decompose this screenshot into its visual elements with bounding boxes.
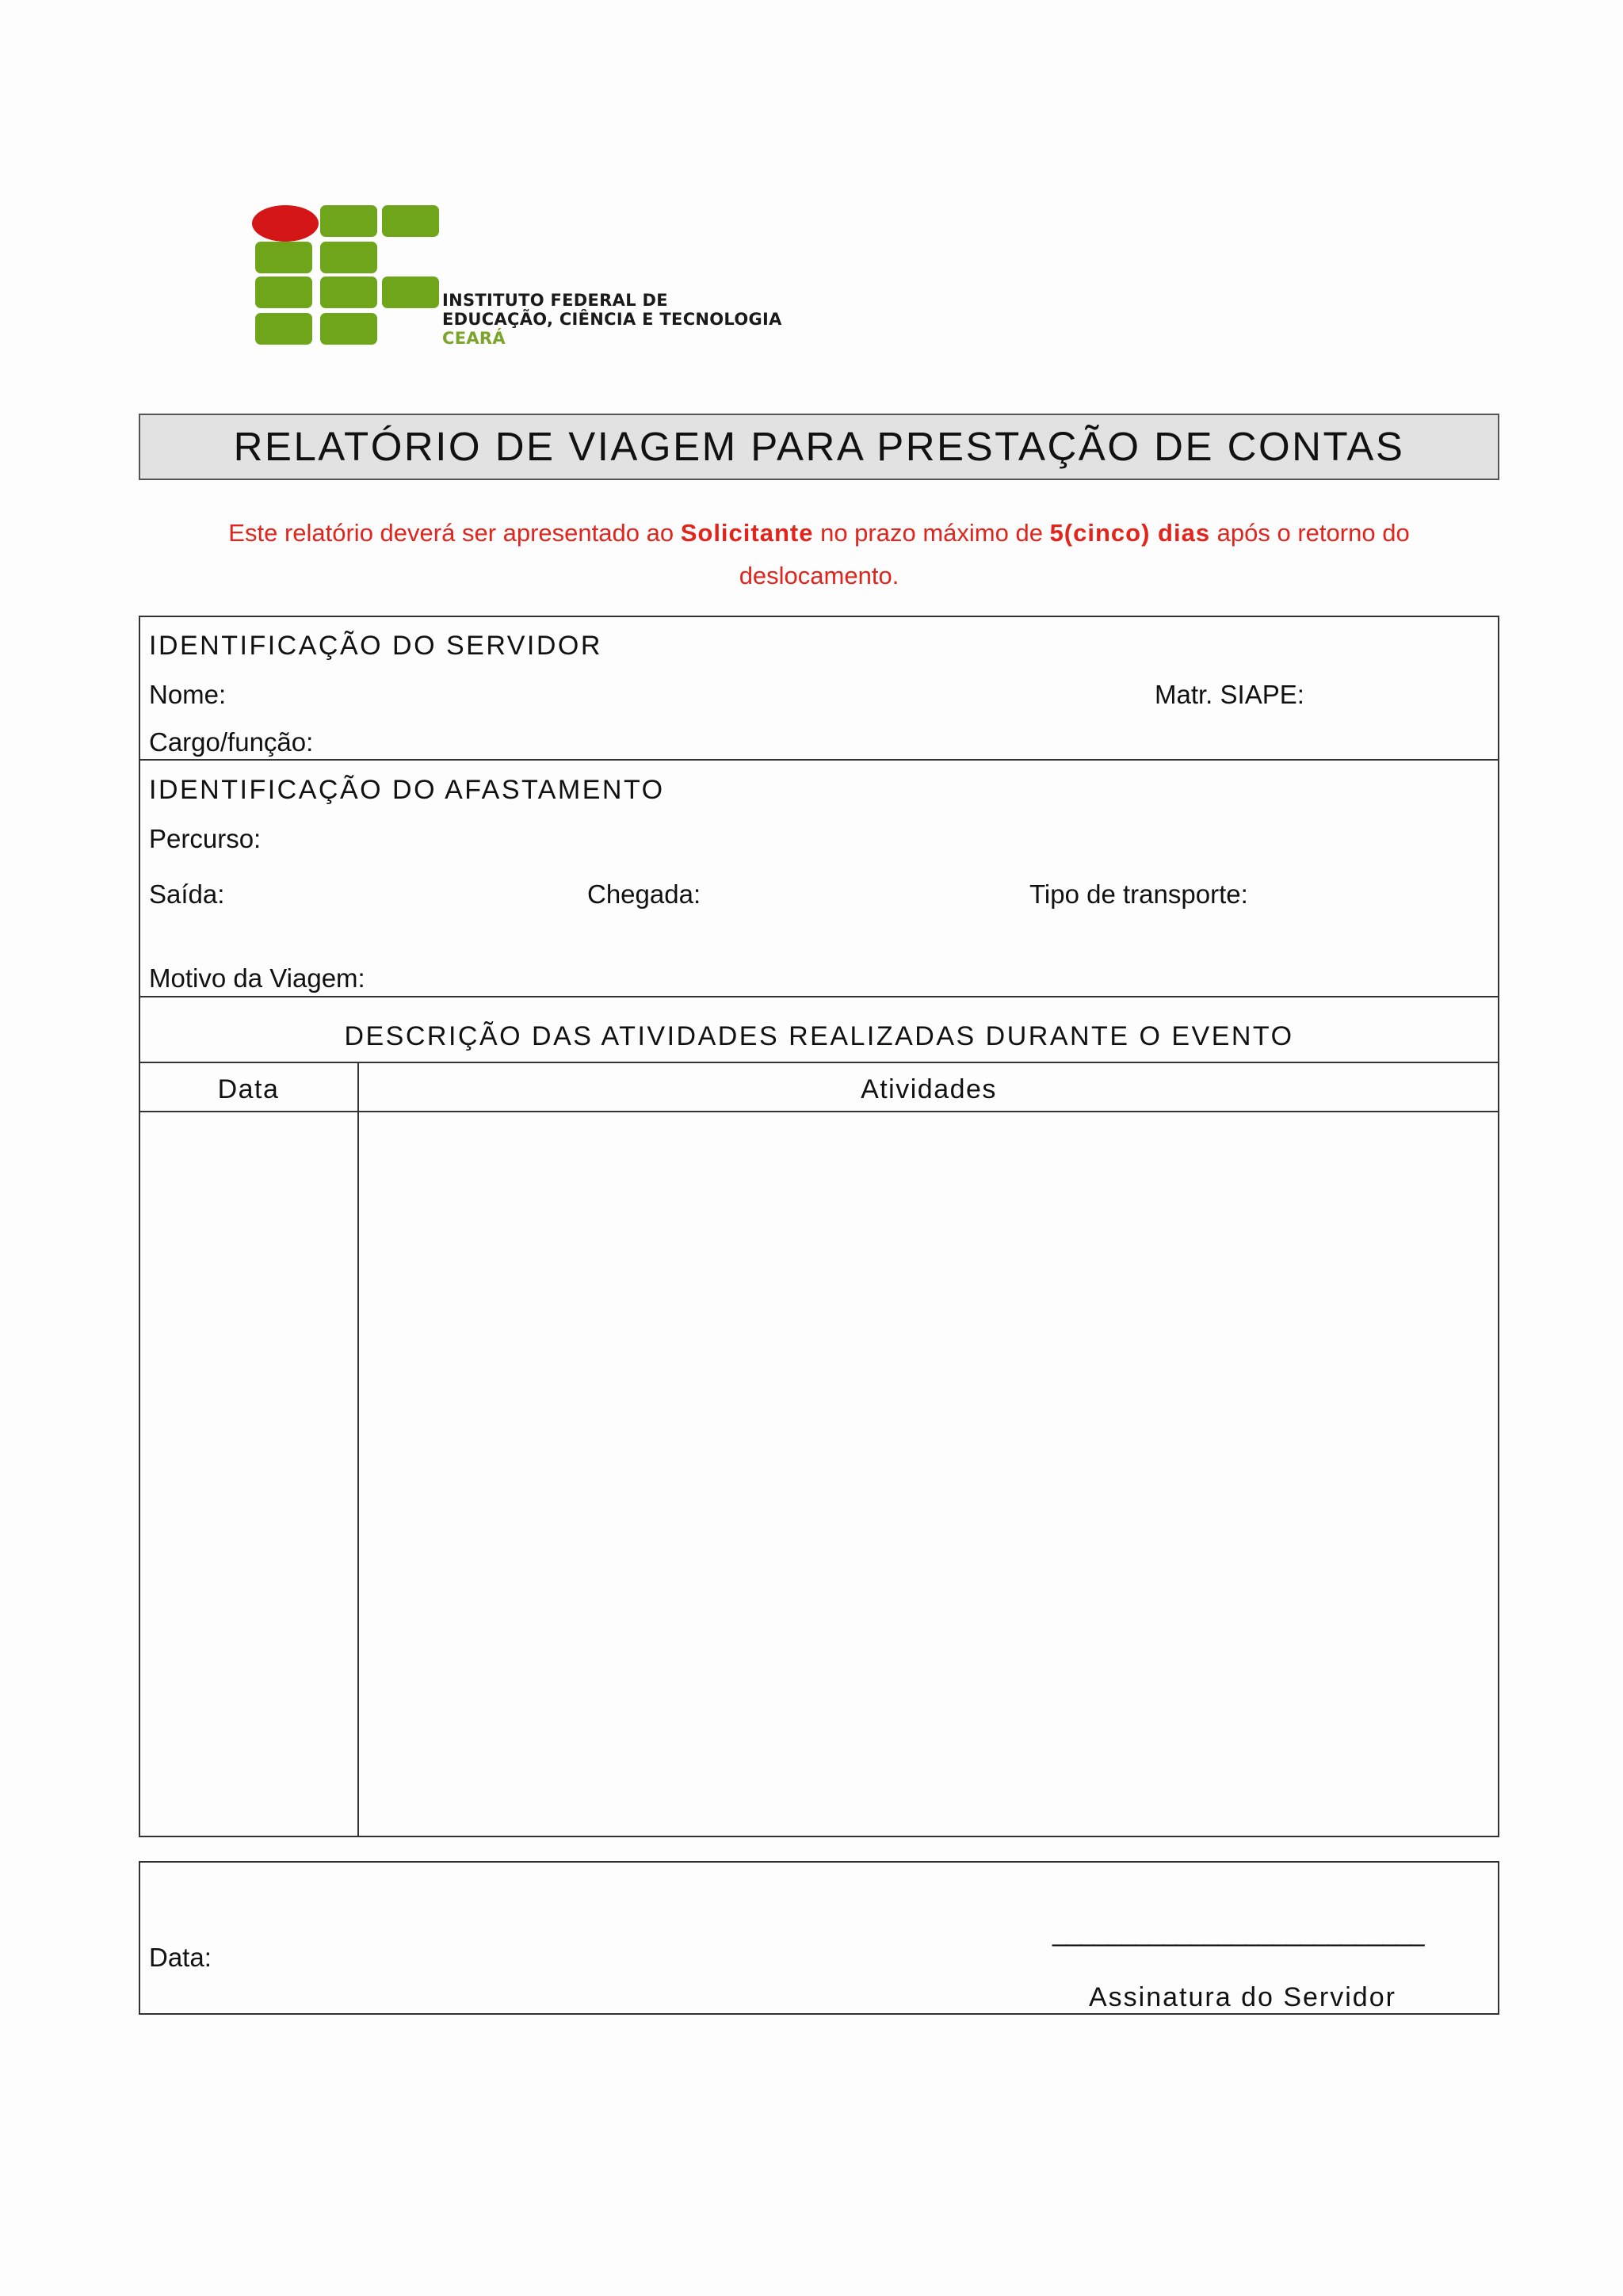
column-atividades-header: Atividades (861, 1074, 997, 1104)
logo-block (382, 205, 439, 237)
nome-label: Nome: (149, 680, 227, 709)
logo-block (320, 205, 377, 237)
signature-date-label: Data: (149, 1943, 212, 1972)
title-box (139, 414, 1499, 480)
logo-block (320, 313, 377, 345)
activities-heading: DESCRIÇÃO DAS ATIVIDADES REALIZADAS DURANTE O EVENTO (344, 1021, 1294, 1051)
logo-block (255, 277, 312, 308)
notice-text: após o retorno do (1210, 519, 1410, 547)
notice-bold-deadline: 5(cinco) dias (1049, 519, 1211, 547)
activities-columns-divider (139, 1111, 1499, 1112)
transporte-label: Tipo de transporte: (1029, 879, 1248, 909)
logo-block (255, 313, 312, 345)
notice-text: Este relatório deverá ser apresentado ao (228, 519, 681, 547)
saida-label: Saída: (149, 879, 225, 909)
notice (139, 512, 1499, 555)
motivo-label: Motivo da Viagem: (149, 963, 365, 993)
notice-bold-solicitante: Solicitante (680, 519, 814, 547)
column-data-header: Data (217, 1074, 280, 1104)
signature-label: Assinatura do Servidor (1089, 1982, 1396, 2012)
activities-column-line (357, 1062, 359, 1837)
signature-line: ___________________________ (1052, 1917, 1424, 1947)
afastamento-heading: IDENTIFICAÇÃO DO AFASTAMENTO (149, 775, 665, 805)
logo-line3: CEARÁ (442, 329, 506, 348)
notice-text: no prazo máximo de (813, 519, 1050, 547)
logo-block (320, 277, 377, 308)
institution-logo (252, 202, 886, 353)
logo-line2: EDUCAÇÃO, CIÊNCIA E TECNOLOGIA (442, 310, 782, 329)
logo-red-circle (252, 205, 319, 242)
chegada-label: Chegada: (587, 879, 701, 909)
logo-text (442, 291, 782, 348)
identification-box (139, 616, 1499, 997)
notice-line2: deslocamento. (739, 562, 899, 589)
servidor-heading: IDENTIFICAÇÃO DO SERVIDOR (149, 631, 602, 661)
logo-block (382, 277, 439, 308)
logo-block (320, 242, 377, 273)
matricula-label: Matr. SIAPE: (1155, 680, 1304, 709)
section-divider (139, 759, 1499, 761)
logo-block (255, 242, 312, 273)
activities-header-divider (139, 1062, 1499, 1063)
logo-line1: INSTITUTO FEDERAL DE (442, 291, 668, 310)
activities-box (139, 996, 1499, 1837)
page-title: RELATÓRIO DE VIAGEM PARA PRESTAÇÃO DE CONTAS (233, 424, 1405, 469)
percurso-label: Percurso: (149, 824, 262, 853)
cargo-label: Cargo/função: (149, 727, 314, 757)
